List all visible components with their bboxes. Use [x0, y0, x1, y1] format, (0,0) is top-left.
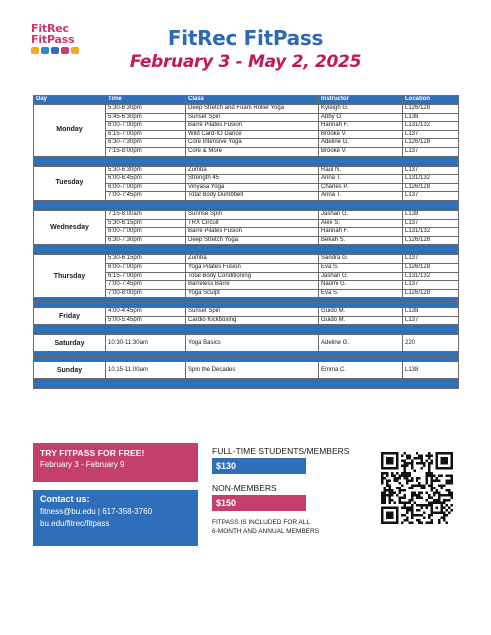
day-label: Thursday — [34, 255, 106, 298]
day-separator — [34, 384, 459, 389]
class-location: L131/132 — [403, 122, 459, 131]
day-label: Monday — [34, 105, 106, 157]
instructor-name: Hannah F. — [319, 122, 403, 131]
instructor-name: Guido M. — [319, 316, 403, 325]
class-location: L126/128 — [403, 105, 459, 114]
class-location: L131/132 — [403, 175, 459, 184]
class-time: 7:00-7:45pm — [106, 281, 186, 290]
class-name: Cardio Kickboxing — [186, 316, 319, 325]
class-name: Yoga Pilates Fusion — [186, 263, 319, 272]
class-time: 5:30-6:15pm — [106, 255, 186, 264]
class-time: 7:15-8:00pm — [106, 147, 186, 156]
class-time: 6:15-7:00pm — [106, 272, 186, 281]
non-members-price-badge: $150 — [212, 495, 306, 511]
column-header: Class — [186, 96, 319, 105]
schedule-body — [34, 105, 459, 389]
membership-note — [212, 519, 319, 536]
class-name: Core & More — [186, 147, 319, 156]
class-name: Yoga Basics — [186, 335, 319, 352]
class-time: 6:15-7:00pm — [106, 130, 186, 139]
free-trial-dates: February 3 - February 9 — [40, 460, 125, 469]
column-header: Location — [403, 96, 459, 105]
contact-title: Contact us: — [40, 494, 90, 504]
free-trial-banner — [33, 443, 198, 482]
class-time: 7:15-8:00am — [106, 210, 186, 219]
contact-website: bu.edu/fitrec/fitpass — [40, 519, 110, 528]
schedule-table — [33, 95, 459, 389]
column-header: Time — [106, 96, 186, 105]
class-name: Total Body Conditioning — [186, 272, 319, 281]
class-location: L138 — [403, 210, 459, 219]
class-time: 5:30-6:30pm — [106, 166, 186, 175]
instructor-name: Jashan G. — [319, 272, 403, 281]
instructor-name: Eva S. — [319, 263, 403, 272]
instructor-name: Naomi G. — [319, 281, 403, 290]
class-location: L126/128 — [403, 139, 459, 148]
class-location: L126/128 — [403, 263, 459, 272]
instructor-name: Alex S. — [319, 219, 403, 228]
table-row — [34, 362, 459, 379]
table-row — [34, 210, 459, 219]
class-name: Vinyasa Yoga — [186, 183, 319, 192]
day-label: Tuesday — [34, 166, 106, 200]
column-header: Instructor — [319, 96, 403, 105]
instructor-name: Brooke V. — [319, 130, 403, 139]
class-location: L137 — [403, 219, 459, 228]
contact-panel — [33, 490, 198, 546]
class-time: 6:30-7:30pm — [106, 236, 186, 245]
instructor-name: Bekah S. — [319, 236, 403, 245]
day-label: Friday — [34, 308, 106, 325]
class-time: 6:30-7:30pm — [106, 139, 186, 148]
class-location: L137 — [403, 166, 459, 175]
class-time: 7:00-7:45pm — [106, 192, 186, 201]
class-location: L137 — [403, 255, 459, 264]
instructor-name: Raul N. — [319, 166, 403, 175]
table-row — [34, 105, 459, 114]
schedule-header-row — [34, 96, 459, 105]
class-name: Sunrise Spin — [186, 210, 319, 219]
class-location: L138 — [403, 113, 459, 122]
class-name: Barre Pilates Fusion — [186, 122, 319, 131]
instructor-name: Kyleigh G. — [319, 105, 403, 114]
instructor-name: Guido M. — [319, 308, 403, 317]
instructor-name: Anna T. — [319, 175, 403, 184]
class-location: L138 — [403, 308, 459, 317]
class-time: 6:00-7:00pm — [106, 122, 186, 131]
day-label: Sunday — [34, 362, 106, 379]
instructor-name: Emma C. — [319, 362, 403, 379]
class-time: 10:15-11:00am — [106, 362, 186, 379]
non-members-price-label: NON-MEMBERS — [212, 483, 277, 493]
table-row — [34, 308, 459, 317]
day-label: Wednesday — [34, 210, 106, 244]
instructor-name: Eva S. — [319, 289, 403, 298]
instructor-name: Adeline G. — [319, 139, 403, 148]
table-row — [34, 166, 459, 175]
instructor-name: Jashan G. — [319, 210, 403, 219]
class-name: TRX Circuit — [186, 219, 319, 228]
day-label: Saturday — [34, 335, 106, 352]
class-time: 5:30-6:15pm — [106, 219, 186, 228]
instructor-name: Adeline G. — [319, 335, 403, 352]
class-name: Barreless Barre — [186, 281, 319, 290]
class-name: Yoga Sculpt — [186, 289, 319, 298]
class-name: Sunset Spin — [186, 113, 319, 122]
class-location: L137 — [403, 130, 459, 139]
column-header: Day — [34, 96, 106, 105]
class-time: 7:00-8:00pm — [106, 289, 186, 298]
class-time: 6:00-7:00pm — [106, 263, 186, 272]
membership-note-line-2: 6-MONTH AND ANNUAL MEMBERS — [212, 527, 320, 535]
instructor-name: Charles P. — [319, 183, 403, 192]
session-dates: February 3 - May 2, 2025 — [129, 52, 362, 72]
table-row — [34, 335, 459, 352]
class-location: L137 — [403, 281, 459, 290]
membership-note-line-1: FITPASS IS INCLUDED FOR ALL — [212, 519, 311, 526]
class-time: 6:00-6:45pm — [106, 175, 186, 184]
class-location: L126/128 — [403, 289, 459, 298]
class-time: 6:00-7:00pm — [106, 183, 186, 192]
class-name: Wild Card-IO Dance — [186, 130, 319, 139]
class-location: L137 — [403, 147, 459, 156]
class-location: L137 — [403, 316, 459, 325]
logo-line-2: FitPass — [31, 33, 75, 46]
instructor-name: Anna T. — [319, 192, 403, 201]
class-time: 6:00-7:00pm — [106, 228, 186, 237]
instructor-name: Sandra G. — [319, 255, 403, 264]
class-name: Core Intensive Yoga — [186, 139, 319, 148]
contact-email-phone: fitness@bu.edu | 617-358-3760 — [40, 507, 153, 516]
class-name: Zumba — [186, 255, 319, 264]
class-time: 5:30-6:30pm — [106, 105, 186, 114]
page-title: FitRec FitPass — [167, 26, 324, 50]
class-time: 4:00-4:45pm — [106, 308, 186, 317]
students-price-label: FULL-TIME STUDENTS/MEMBERS — [212, 446, 350, 456]
class-name: Deep Stretch and Foam Roller Yoga — [186, 105, 319, 114]
class-time: 5:45-6:30pm — [106, 113, 186, 122]
class-name: Total Body Dumbbell — [186, 192, 319, 201]
class-location: L131/132 — [403, 272, 459, 281]
class-location: L126/128 — [403, 236, 459, 245]
table-row — [34, 255, 459, 264]
class-name: Sunset Spin — [186, 308, 319, 317]
logo-line-1: FitRec — [31, 22, 69, 35]
class-location: 220 — [403, 335, 459, 352]
class-name: Spin the Decades — [186, 362, 319, 379]
class-name: Barre Pilates Fusion — [186, 228, 319, 237]
class-location: L126/128 — [403, 183, 459, 192]
instructor-name: Abby O. — [319, 113, 403, 122]
class-location: L137 — [403, 192, 459, 201]
free-trial-title: TRY FITPASS FOR FREE! — [40, 448, 145, 458]
class-location: L138 — [403, 362, 459, 379]
class-time: 10:30-11:30am — [106, 335, 186, 352]
class-time: 5:00-5:45pm — [106, 316, 186, 325]
class-name: Deep Stretch Yoga — [186, 236, 319, 245]
qr-code — [381, 452, 453, 524]
class-name: Zumba — [186, 166, 319, 175]
students-price-badge: $130 — [212, 458, 306, 474]
class-location: L131/132 — [403, 228, 459, 237]
instructor-name: Hannah F. — [319, 228, 403, 237]
instructor-name: Brooke V. — [319, 147, 403, 156]
class-name: Strength 45 — [186, 175, 319, 184]
